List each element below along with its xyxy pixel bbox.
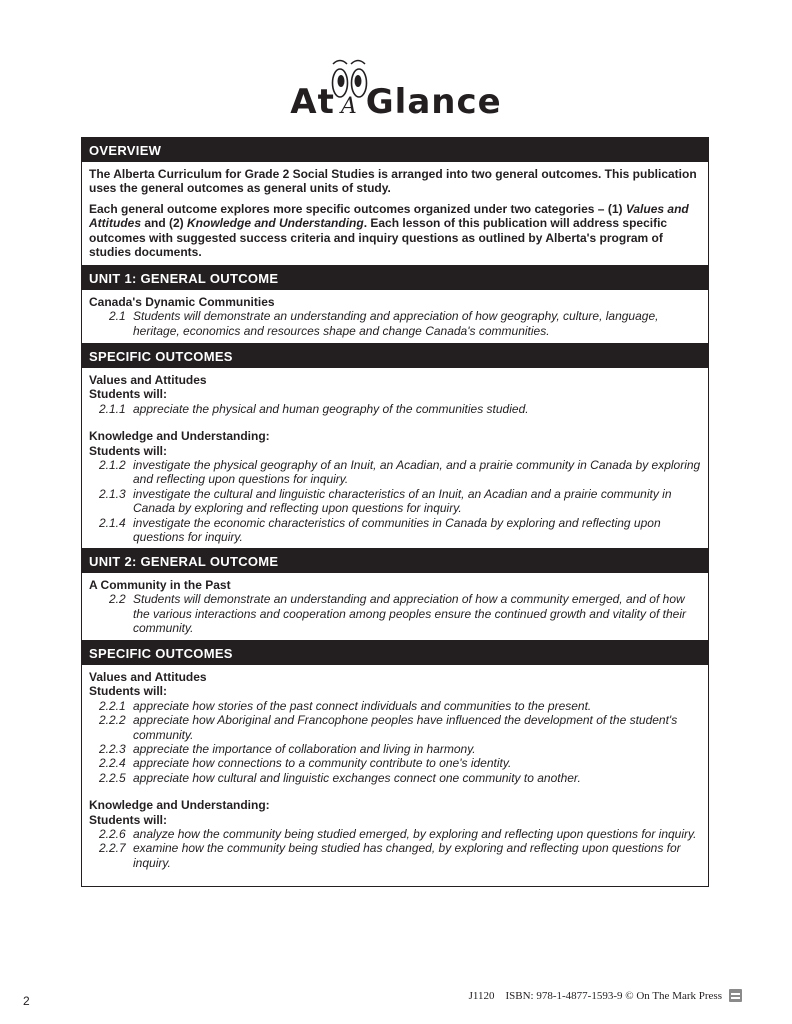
unit1-section (82, 290, 708, 344)
emphasis-text: Values and Attitudes (89, 201, 689, 231)
unit1-outcome (89, 309, 701, 338)
outcome-text: appreciate the importance of collaboration and living in harmony. (133, 742, 476, 757)
overview-header: OVERVIEW (82, 138, 708, 162)
footer-text (469, 990, 722, 1002)
outcome-number: 2.2.4 (99, 756, 126, 771)
title-word-glance: Glance (365, 82, 502, 122)
outcome-text: appreciate how cultural and linguistic exchanges connect one community to another. (133, 770, 581, 785)
spacer (89, 416, 701, 429)
outcome-item (89, 771, 701, 785)
specific-outcomes-1-section (82, 368, 708, 549)
outcome-number: 2.2.7 (99, 841, 126, 856)
knowledge-understanding-label: Knowledge and Understanding: (89, 429, 270, 444)
unit1-header: UNIT 1: GENERAL OUTCOME (82, 266, 708, 290)
title-word-a: A (340, 94, 358, 119)
outcome-text: Students will demonstrate an understanding and appreciation of how a community emerged, and of how the various interactions and cooperation among peoples ensure the continued growth and vitality of their community. (133, 592, 687, 636)
page-title (0, 82, 792, 122)
outcome-text: examine how the community being studied has changed, by exploring and reflecting upon questions for inquiry. (133, 841, 681, 870)
overview-section (82, 162, 708, 266)
text-segment: and (2) (141, 216, 188, 231)
outcome-number: 2.2.2 (99, 713, 126, 728)
students-will-label: Students will: (89, 443, 167, 458)
page-number: 2 (23, 994, 30, 1008)
students-will-label: Students will: (89, 812, 167, 827)
outcome-item (89, 487, 701, 516)
outcome-text: investigate the cultural and linguistic characteristics of an Inuit, an Acadian and a prairie community in Canada by exploring and reflecting upon questions for inquiry. (133, 486, 672, 516)
outcome-number: 2.1.1 (99, 401, 126, 416)
outcome-text: investigate the economic characteristics of communities in Canada by exploring and reflecting upon questions for inquiry. (133, 515, 661, 545)
outcome-item (89, 699, 701, 713)
outcome-number: 2.1.3 (99, 486, 126, 501)
outcome-text: investigate the physical geography of an Inuit, an Acadian, and a prairie community in Canada by exploring and reflecting upon questions for inquiry. (133, 458, 701, 487)
overview-paragraph-1: The Alberta Curriculum for Grade 2 Social Studies is arranged into two general outcomes. This publication uses the general outcomes as general units of study. (89, 167, 697, 196)
knowledge-understanding-label: Knowledge and Understanding: (89, 798, 270, 813)
students-will-label: Students will: (89, 684, 167, 699)
outcome-text: Students will demonstrate an understanding and appreciation of how geography, culture, language, heritage, economics and resources shape and change Canada's communities. (133, 309, 659, 338)
outcome-item (89, 756, 701, 770)
values-attitudes-label: Values and Attitudes (89, 373, 207, 387)
outcome-number: 2.1 (109, 309, 126, 324)
outcome-item (89, 827, 701, 841)
outcome-item (89, 458, 701, 487)
students-will-label: Students will: (89, 387, 167, 402)
product-code: J1120 (468, 990, 495, 1002)
outcome-number: 2.2 (109, 592, 126, 607)
outcome-number: 2.2.3 (99, 742, 126, 757)
unit2-section (82, 573, 708, 641)
outcome-number: 2.2.5 (99, 770, 126, 785)
outcome-number: 2.2.6 (99, 827, 126, 842)
specific-outcomes-2-section (82, 665, 708, 886)
outcome-item (89, 841, 701, 870)
unit2-outcome (89, 592, 701, 635)
isbn-text: ISBN: 978-1-4877-1593-9 © On The Mark Press (505, 990, 722, 1002)
text-segment: . Each lesson of this publication will address specific outcomes with suggested success criteria and inquiry questions as outlined by Alberta's program of studies documents. (89, 216, 668, 260)
overview-paragraph-2 (89, 202, 701, 260)
specific-outcomes-1-header: SPECIFIC OUTCOMES (82, 344, 708, 368)
outcome-item (89, 742, 701, 756)
outcome-item (89, 516, 701, 545)
outcome-text: appreciate the physical and human geography of the communities studied. (133, 401, 529, 416)
outcome-text: appreciate how Aboriginal and Francophone peoples have influenced the development of the student's community. (133, 713, 678, 742)
at-a-glance-table (81, 137, 709, 887)
outcome-text: appreciate how connections to a community contribute to one's identity. (133, 756, 512, 771)
publisher-logo-icon (729, 989, 742, 1002)
outcome-item (89, 402, 701, 416)
emphasis-text: Knowledge and Understanding (187, 216, 364, 231)
outcome-text: analyze how the community being studied emerged, by exploring and reflecting upon questions for inquiry. (133, 827, 697, 842)
specific-outcomes-2-header: SPECIFIC OUTCOMES (82, 641, 708, 665)
title-word-at: At (290, 82, 335, 122)
spacer (89, 785, 701, 798)
outcome-number: 2.1.2 (99, 458, 126, 473)
unit2-header: UNIT 2: GENERAL OUTCOME (82, 549, 708, 573)
outcome-number: 2.2.1 (99, 698, 126, 713)
outcome-number: 2.1.4 (99, 515, 126, 530)
unit1-name: Canada's Dynamic Communities (89, 295, 275, 309)
outcome-text: appreciate how stories of the past connect individuals and communities to the present. (133, 698, 592, 713)
values-attitudes-label: Values and Attitudes (89, 670, 207, 684)
unit2-name: A Community in the Past (89, 578, 231, 592)
outcome-item (89, 713, 701, 742)
text-segment: Each general outcome explores more specific outcomes organized under two categories – (1) (89, 201, 626, 216)
